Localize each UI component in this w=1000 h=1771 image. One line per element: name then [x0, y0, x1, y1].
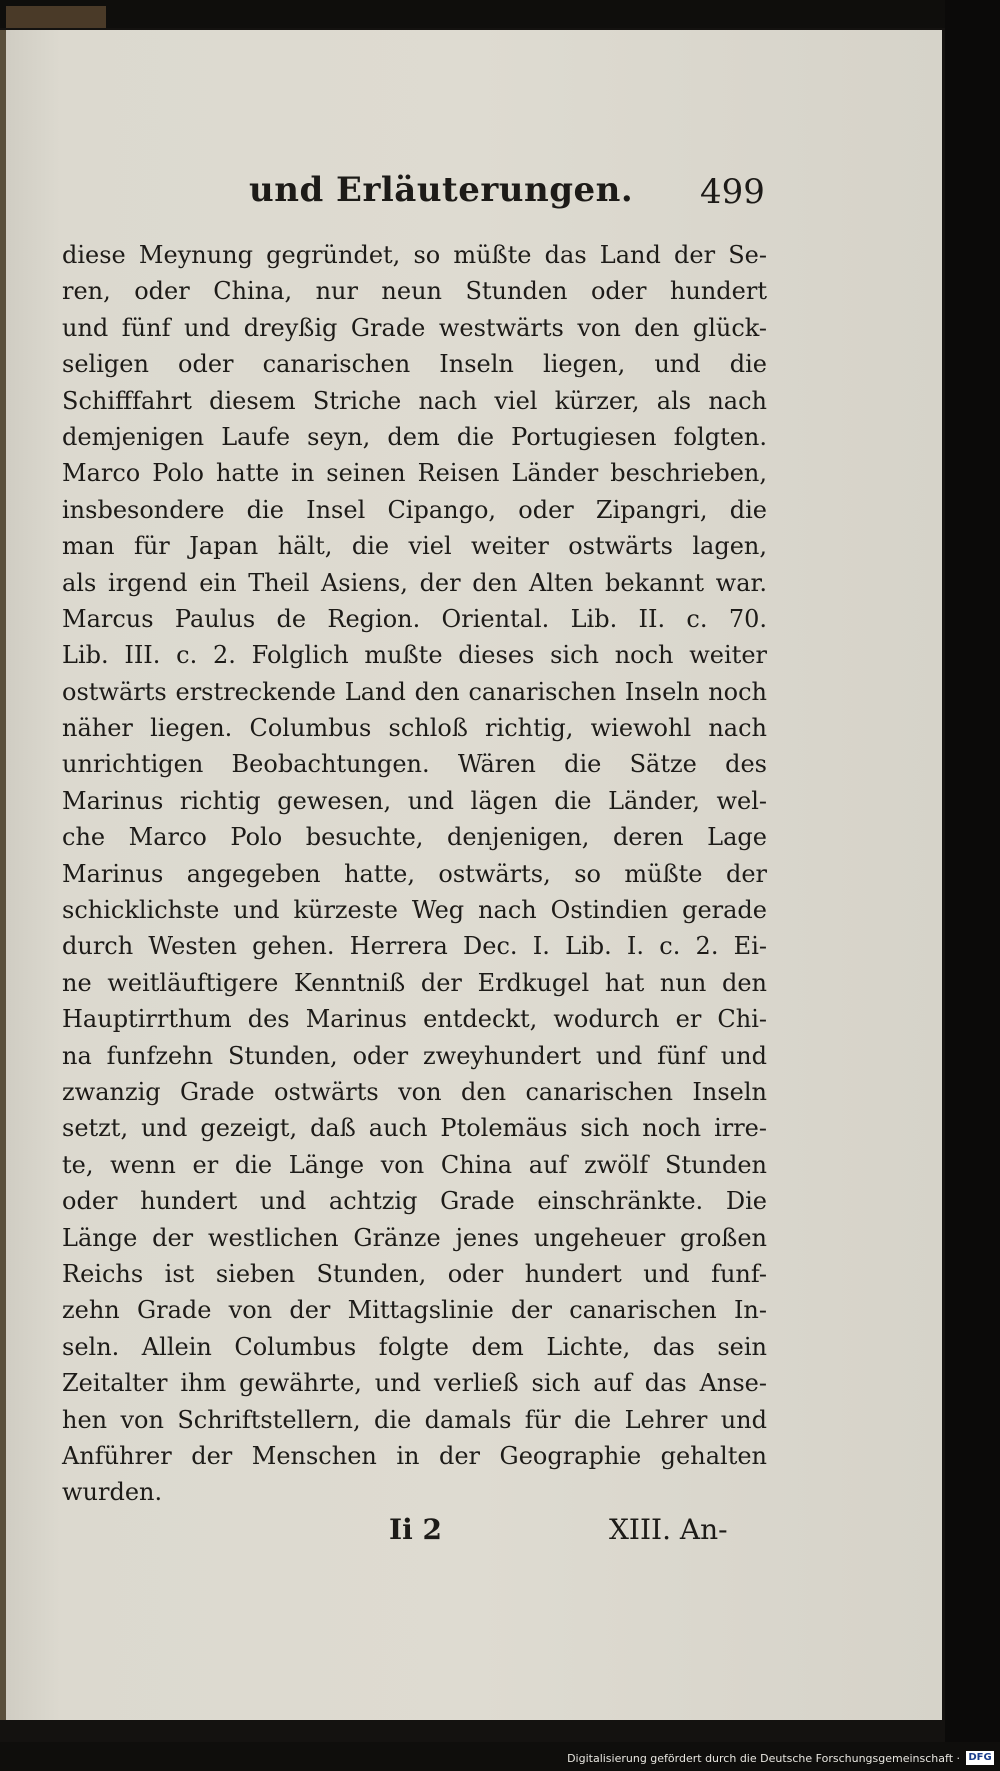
text-line: Marcus Paulus de Region. Oriental. Lib. II. c. 70. [62, 604, 767, 633]
text-line: wurden. [62, 1478, 163, 1507]
text-line: Zeitalter ihm gewährte, und verließ sich auf das Anse- [62, 1369, 767, 1398]
text-line: seligen oder canarischen Inseln liegen, und die [62, 350, 767, 379]
running-head: und Erläuterungen. [249, 170, 634, 210]
text-line: unrichtigen Beobachtungen. Wären die Sätze des [62, 750, 767, 779]
right-scan-border [945, 0, 1000, 1771]
text-line: durch Westen gehen. Herrera Dec. I. Lib. I. c. 2. Ei- [62, 932, 767, 961]
text-line: zwanzig Grade ostwärts von den canarischen Inseln [62, 1077, 767, 1106]
book-page [4, 30, 942, 1720]
text-line: te, wenn er die Länge von China auf zwölf Stunden [62, 1150, 767, 1179]
text-line: man für Japan hält, die viel weiter ostwärts lagen, [62, 532, 767, 561]
text-line: schicklichste und kürzeste Weg nach Ostindien gerade [62, 896, 767, 925]
page-header [4, 170, 942, 220]
text-line: als irgend ein Theil Asiens, der den Alten bekannt war. [62, 568, 767, 597]
text-line: che Marco Polo besuchte, denjenigen, deren Lage [62, 823, 767, 852]
text-line: demjenigen Laufe seyn, dem die Portugiesen folgten. [62, 422, 767, 451]
text-line: Reichs ist sieben Stunden, oder hundert und funf- [62, 1259, 767, 1288]
text-line: Lib. III. c. 2. Folglich mußte dieses sich noch weiter [62, 641, 767, 670]
dfg-logo-icon: DFG [966, 1751, 994, 1765]
book-cover-edge [6, 6, 106, 28]
text-line: Marinus angegeben hatte, ostwärts, so müßte der [62, 859, 767, 888]
text-line: und fünf und dreyßig Grade westwärts von den glück- [62, 313, 767, 342]
signature-mark: Ii 2 [389, 1513, 442, 1546]
page-number: 499 [700, 172, 765, 212]
text-line: ne weitläuftigere Kenntniß der Erdkugel hat nun den [62, 968, 767, 997]
top-scan-border [0, 0, 1000, 28]
text-line: na funfzehn Stunden, oder zweyhundert und fünf und [62, 1041, 767, 1070]
page-footer [4, 1513, 942, 1557]
text-line: Länge der westlichen Gränze jenes ungeheuer großen [62, 1223, 767, 1252]
text-line: ostwärts erstreckende Land den canarischen Inseln noch [62, 677, 767, 706]
text-line: insbesondere die Insel Cipango, oder Zipangri, die [62, 495, 767, 524]
text-line: setzt, und gezeigt, daß auch Ptolemäus sich noch irre- [62, 1114, 767, 1143]
catchword: XIII. An- [609, 1513, 728, 1546]
digitization-credit: Digitalisierung gefördert durch die Deutsche Forschungsgemeinschaft · [567, 1752, 960, 1765]
text-line: zehn Grade von der Mittagslinie der canarischen In- [62, 1296, 767, 1325]
text-line: Hauptirrthum des Marinus entdeckt, wodurch er Chi- [62, 1005, 767, 1034]
text-line: oder hundert und achtzig Grade einschränkte. Die [62, 1187, 767, 1216]
text-line: Marinus richtig gewesen, und lägen die Länder, wel- [62, 786, 767, 815]
page-left-edge [0, 30, 6, 1720]
text-line: näher liegen. Columbus schloß richtig, wiewohl nach [62, 714, 767, 743]
text-line: Marco Polo hatte in seinen Reisen Länder beschrieben, [62, 459, 767, 488]
body-text [62, 237, 767, 1511]
text-line: Schifffahrt diesem Striche nach viel kürzer, als nach [62, 386, 767, 415]
text-line: ren, oder China, nur neun Stunden oder hundert [62, 277, 767, 306]
text-line: seln. Allein Columbus folgte dem Lichte, das sein [62, 1332, 767, 1361]
text-line: diese Meynung gegründet, so müßte das Land der Se- [62, 241, 767, 269]
text-line: Anführer der Menschen in der Geographie gehalten [62, 1441, 767, 1470]
text-line: hen von Schriftstellern, die damals für die Lehrer und [62, 1405, 767, 1434]
